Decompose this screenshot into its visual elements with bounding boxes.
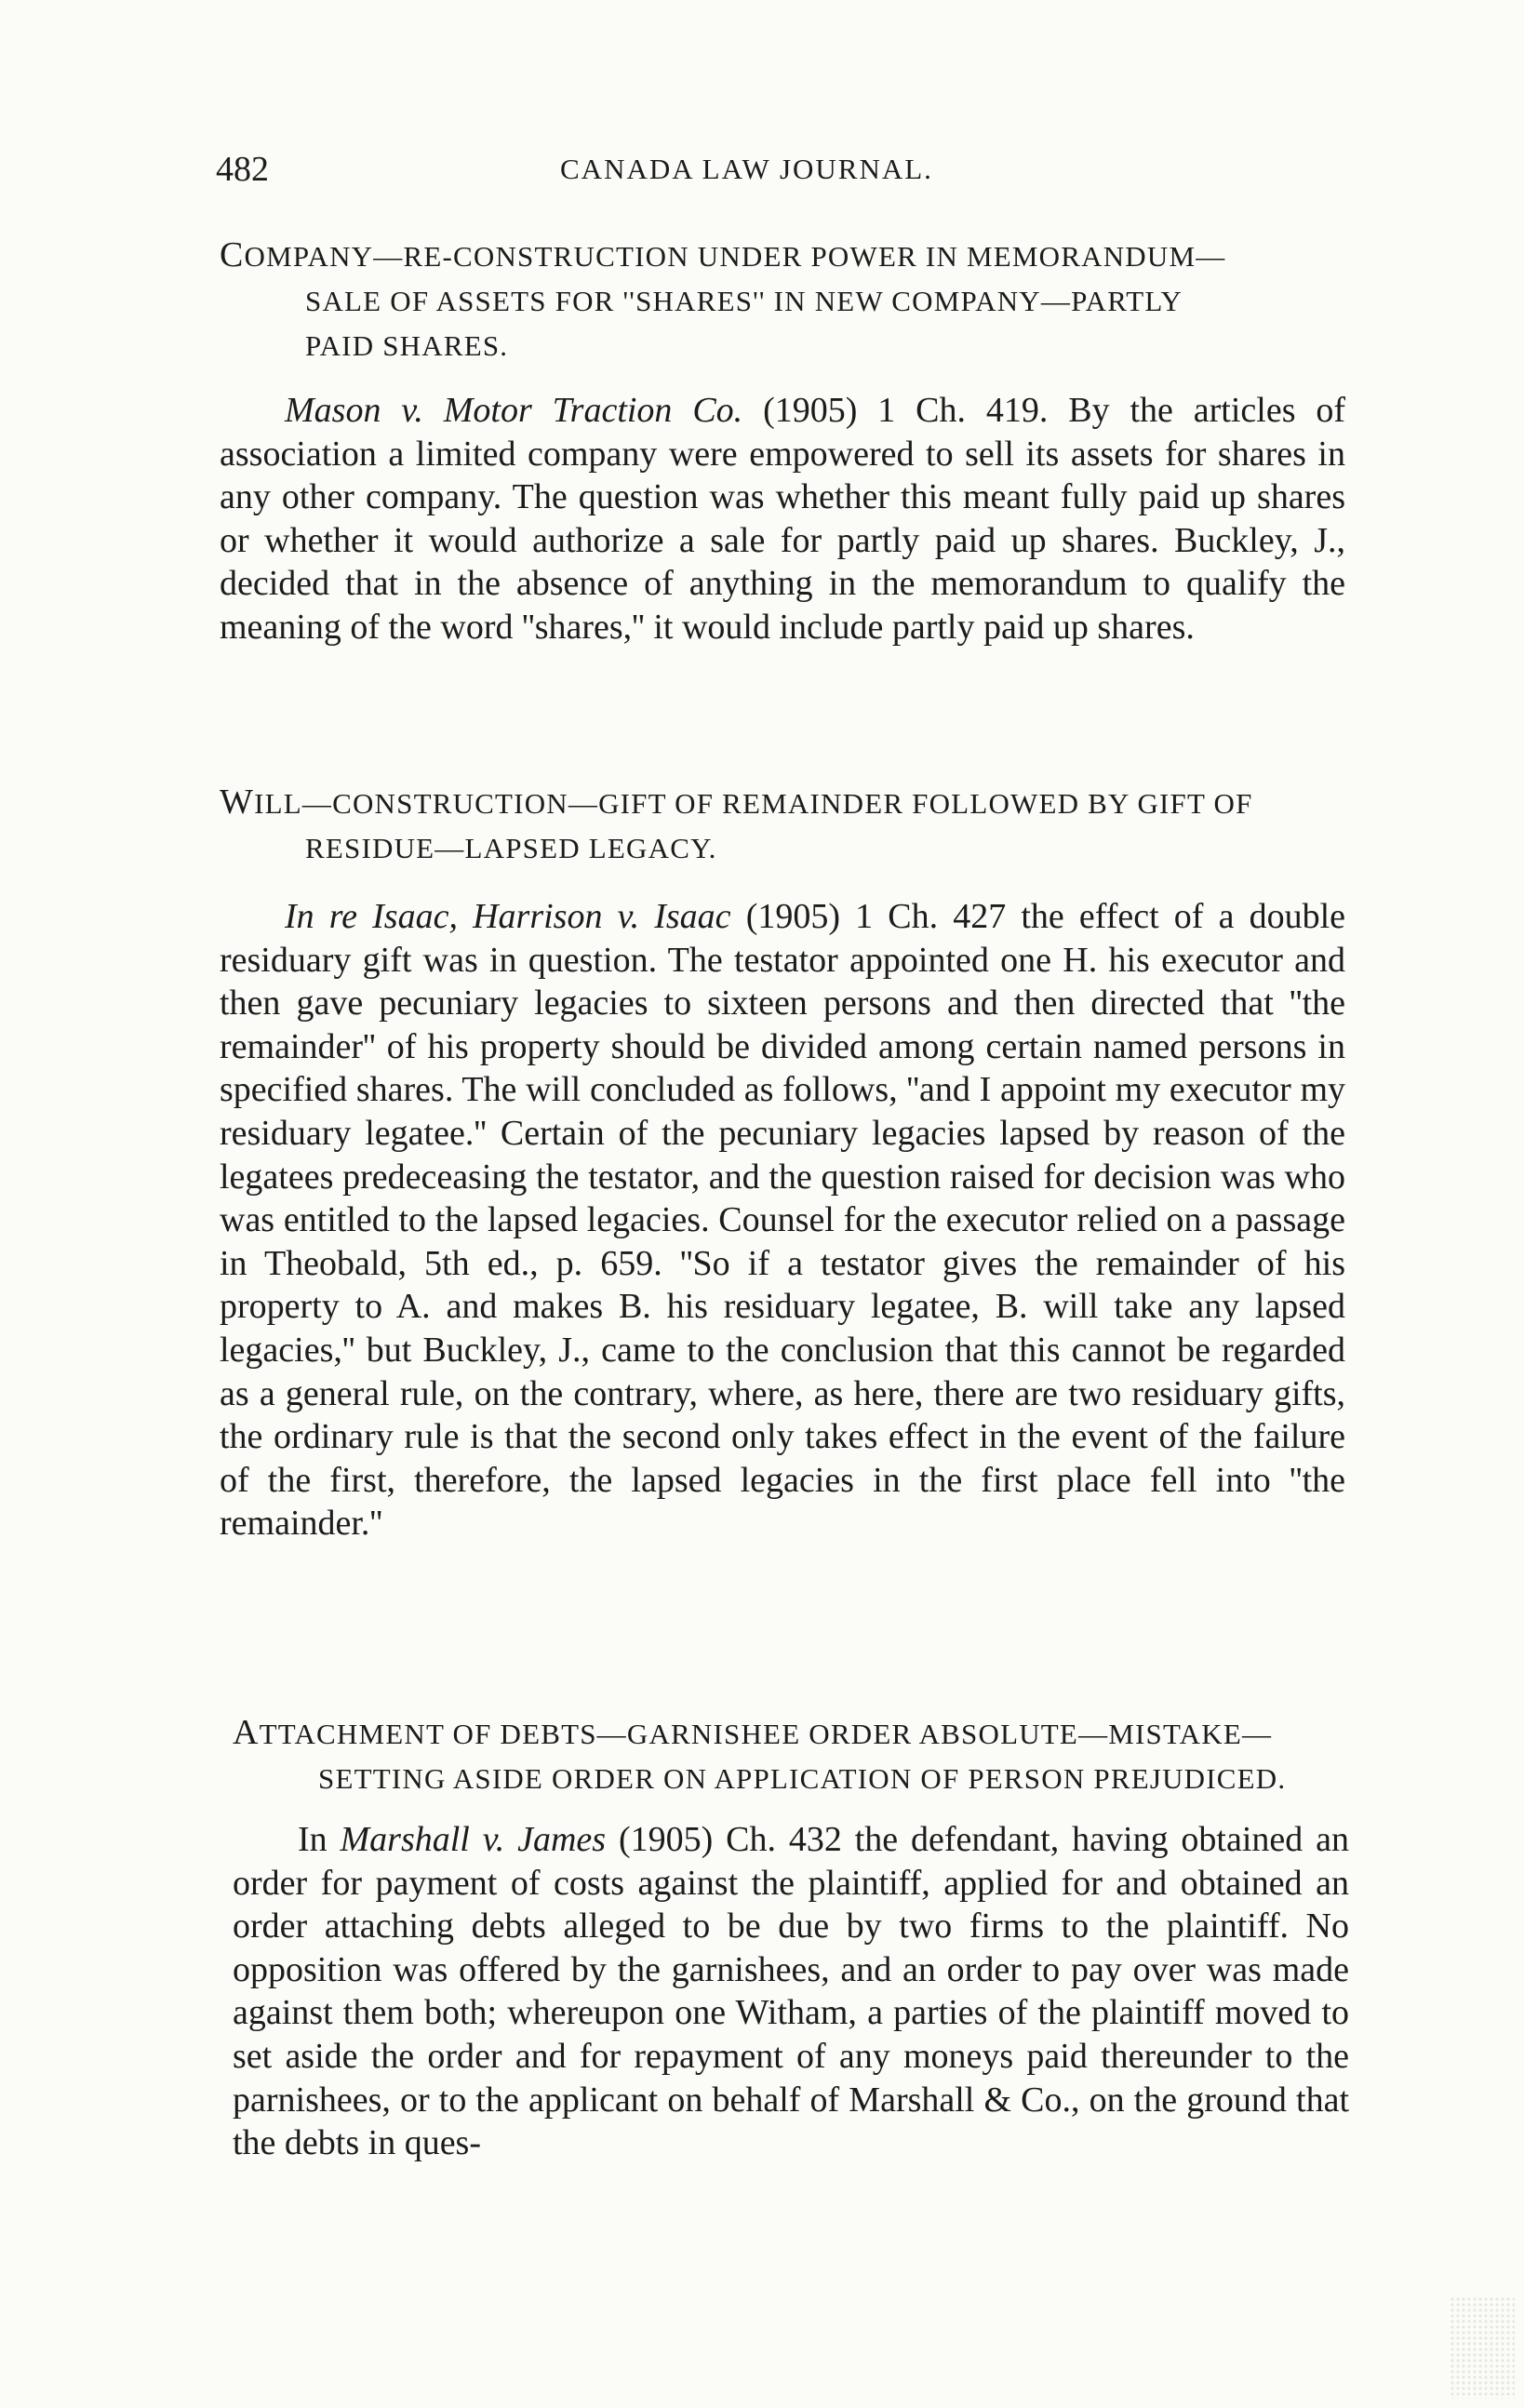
- case-citation: Marshall v. James: [340, 1820, 607, 1859]
- section-heading: WILL—CONSTRUCTION—GIFT OF REMAINDER FOLLOWED BY GIFT OF RESIDUE—LAPSED LEGACY.: [220, 783, 1253, 864]
- case-citation: In re Isaac, Harrison v. Isaac: [285, 897, 731, 936]
- section-body: In Marshall v. James (1905) Ch. 432 the defendant, having obtained an order for payment of costs against the plaintiff, applied for and obtained an order attaching debts alleged to be due by two firms to the plaintiff. No opposition was offered by the garnishees, and an order to pay over was made against them both; whereupon one Witham, a parties of the plaintiff moved to set aside the order and for repayment of any moneys paid thereunder to the parnishees, or to the applicant on behalf of Marshall & Co., on the ground that the debts in ques-: [233, 1820, 1349, 2163]
- section-company: [220, 233, 1345, 649]
- running-title: CANADA LAW JOURNAL.: [560, 153, 933, 185]
- section-will: [220, 780, 1345, 1545]
- section-heading: COMPANY—RE-CONSTRUCTION UNDER POWER IN MEMORANDUM— SALE OF ASSETS FOR ''SHARES'' IN NEW COMPANY—PARTLY PAID SHARES.: [220, 235, 1226, 362]
- page-number: 482: [216, 150, 269, 189]
- section-heading: ATTACHMENT OF DEBTS—GARNISHEE ORDER ABSOLUTE—MISTAKE— SETTING ASIDE ORDER ON APPLICATION OF PERSON PREJUDICED.: [233, 1713, 1287, 1795]
- section-attachment: [233, 1710, 1349, 2165]
- section-body: In re Isaac, Harrison v. Isaac (1905) 1 Ch. 427 the effect of a double residuary gift was in question. The testator appointed one H. his executor and then gave pecuniary legacies to sixteen persons and then directed that ''the remainder'' of his property should be divided among certain named persons in specified shares. The will concluded as follows, ''and I appoint my executor my residuary legatee.'' Certain of the pecuniary legacies lapsed by reason of the legatees predeceasing the testator, and the question raised for decision was who was entitled to the lapsed legacies. Counsel for the executor relied on a passage in Theobald, 5th ed., p. 659. ''So if a testator gives the remainder of his property to A. and makes B. his residuary legatee, B. will take any lapsed legacies,'' but Buckley, J., came to the conclusion that this cannot be regarded as a general rule, on the contrary, where, as here, there are two residuary gifts, the ordinary rule is that the second only takes effect in the event of the failure of the first, therefore, the lapsed legacies in the first place fell into ''the remainder.'': [220, 897, 1345, 1544]
- case-citation: Mason v. Motor Traction Co.: [285, 391, 743, 430]
- scan-artifact: [1450, 2296, 1515, 2399]
- section-body: Mason v. Motor Traction Co. (1905) 1 Ch. 419. By the articles of association a limited company were empowered to sell its assets for shares in any other company. The question was whether this meant fully paid up shares or whether it would authorize a sale for partly paid up shares. Buckley, J., decided that in the absence of anything in the memorandum to qualify the meaning of the word ''shares,'' it would include partly paid up shares.: [220, 391, 1346, 647]
- page-header: [216, 149, 1342, 205]
